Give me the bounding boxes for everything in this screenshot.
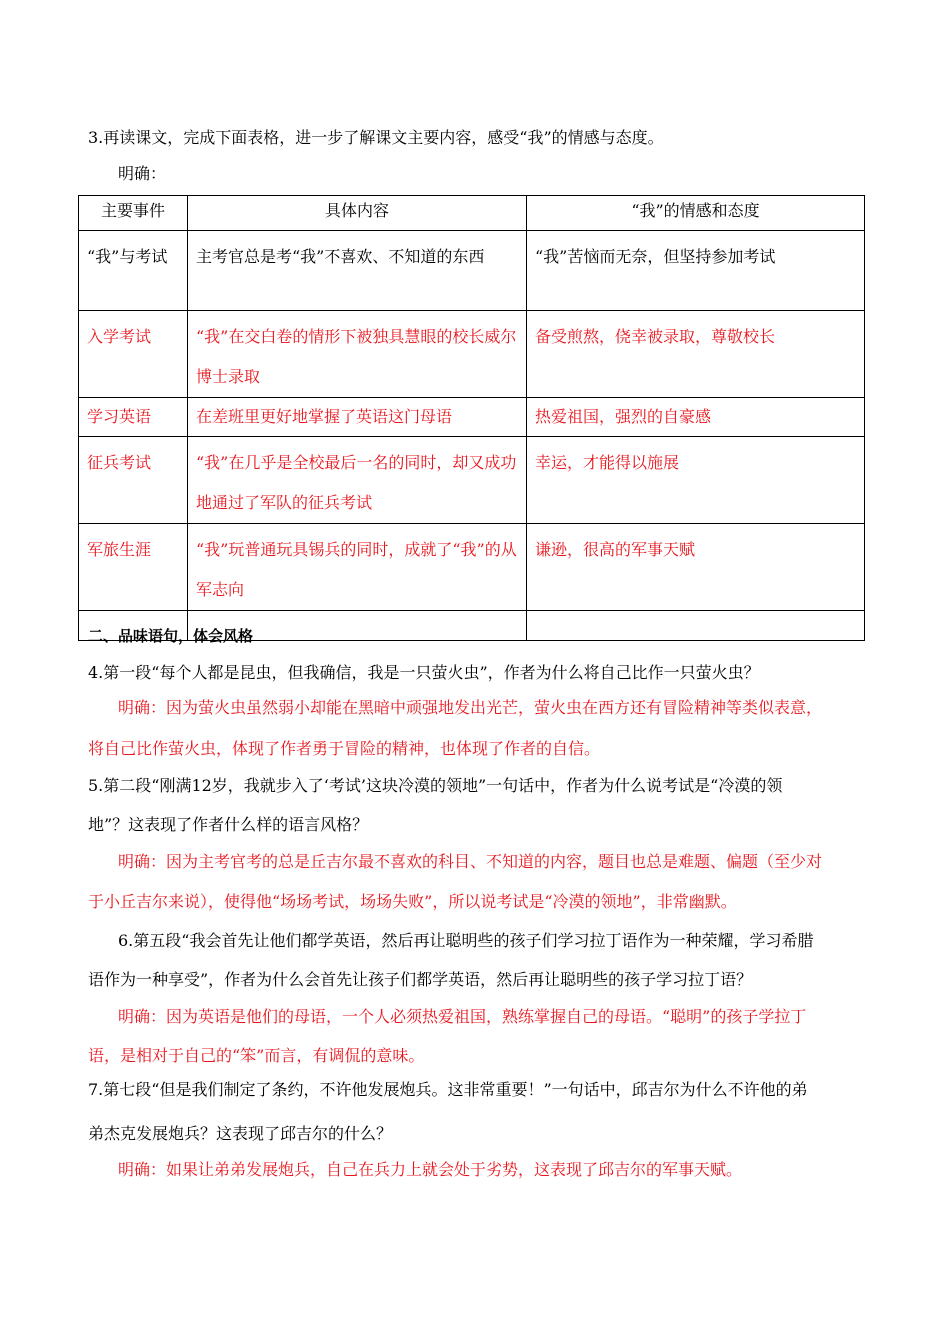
event-cell: “我”与考试 [79, 231, 188, 311]
feeling-cell: “我”苦恼而无奈，但坚持参加考试 [527, 231, 865, 311]
question-6-line-1: 6.第五段“我会首先让他们都学英语，然后再让聪明些的孩子们学习拉丁语作为一种荣耀，学习希腊 [118, 931, 814, 950]
question-3: 3.再读课文，完成下面表格，进一步了解课文主要内容，感受“我”的情感与态度。 [88, 128, 664, 147]
answer-4-line-2: 将自己比作萤火虫，体现了作者勇于冒险的精神，也体现了作者的自信。 [88, 739, 601, 758]
answer-6-line-1: 明确：因为英语是他们的母语，一个人必须热爱祖国，熟练掌握自己的母语。“聪明”的孩子学拉丁 [118, 1007, 807, 1026]
table-row [79, 398, 865, 437]
feeling-cell [527, 611, 865, 641]
content-cell: “我”在几乎是全校最后一名的同时，却又成功地通过了军队的征兵考试 [188, 437, 527, 524]
feeling-cell: 备受煎熬，侥幸被录取，尊敬校长 [527, 311, 865, 398]
answer-5-line-1: 明确：因为主考官考的总是丘吉尔最不喜欢的科目、不知道的内容，题目也总是难题、偏题（至少对 [118, 852, 823, 871]
content-cell: “我”在交白卷的情形下被独具慧眼的校长威尔博士录取 [188, 311, 527, 398]
table-row [79, 231, 865, 311]
event-cell: 军旅生涯 [79, 524, 188, 611]
content-cell: 在差班里更好地掌握了英语这门母语 [188, 398, 527, 437]
events-table [78, 195, 865, 641]
question-7-line-2: 弟杰克发展炮兵？这表现了邱吉尔的什么？ [88, 1124, 393, 1143]
content-cell: 主考官总是考“我”不喜欢、不知道的东西 [188, 231, 527, 311]
event-cell: 征兵考试 [79, 437, 188, 524]
answer-5-line-2: 于小丘吉尔来说），使得他“场场考试，场场失败”，所以说考试是“冷漠的领地”，非常幽默。 [88, 892, 737, 911]
feeling-cell: 幸运，才能得以施展 [527, 437, 865, 524]
content-cell: “我”玩普通玩具锡兵的同时，成就了“我”的从军志向 [188, 524, 527, 611]
question-7-line-1: 7.第七段“但是我们制定了条约，不许他发展炮兵。这非常重要！”一句话中，邱吉尔为什么不许他的弟 [88, 1080, 808, 1099]
answer-7: 明确：如果让弟弟发展炮兵，自己在兵力上就会处于劣势，这表现了邱吉尔的军事天赋。 [118, 1160, 743, 1179]
header-cell: 主要事件 [79, 196, 188, 231]
question-5-line-1: 5.第二段“刚满12岁，我就步入了‘考试’这块冷漠的领地”一句话中，作者为什么说考试是“冷漠的领 [88, 776, 783, 795]
feeling-cell: 谦逊，很高的军事天赋 [527, 524, 865, 611]
event-cell: 学习英语 [79, 398, 188, 437]
table-header-row [79, 196, 865, 231]
table-row [79, 437, 865, 524]
answer-label: 明确： [118, 164, 167, 183]
answer-4-line-1: 明确：因为萤火虫虽然弱小却能在黑暗中顽强地发出光芒，萤火虫在西方还有冒险精神等类似表意， [118, 698, 823, 717]
table-row [79, 311, 865, 398]
question-4: 4.第一段“每个人都是昆虫，但我确信，我是一只萤火虫”，作者为什么将自己比作一只萤火虫？ [88, 663, 760, 682]
question-6-line-2: 语作为一种享受”，作者为什么会首先让孩子们都学英语，然后再让聪明些的孩子学习拉丁语？ [88, 970, 753, 989]
header-cell: 具体内容 [188, 196, 527, 231]
question-5-line-2: 地”？这表现了作者什么样的语言风格？ [88, 815, 369, 834]
section-heading: 二、品味语句，体会风格 [88, 627, 254, 645]
answer-6-line-2: 语，是相对于自己的“笨”而言，有调侃的意味。 [88, 1046, 425, 1065]
header-cell: “我”的情感和态度 [527, 196, 865, 231]
table-row [79, 524, 865, 611]
event-cell: 入学考试 [79, 311, 188, 398]
feeling-cell: 热爱祖国，强烈的自豪感 [527, 398, 865, 437]
